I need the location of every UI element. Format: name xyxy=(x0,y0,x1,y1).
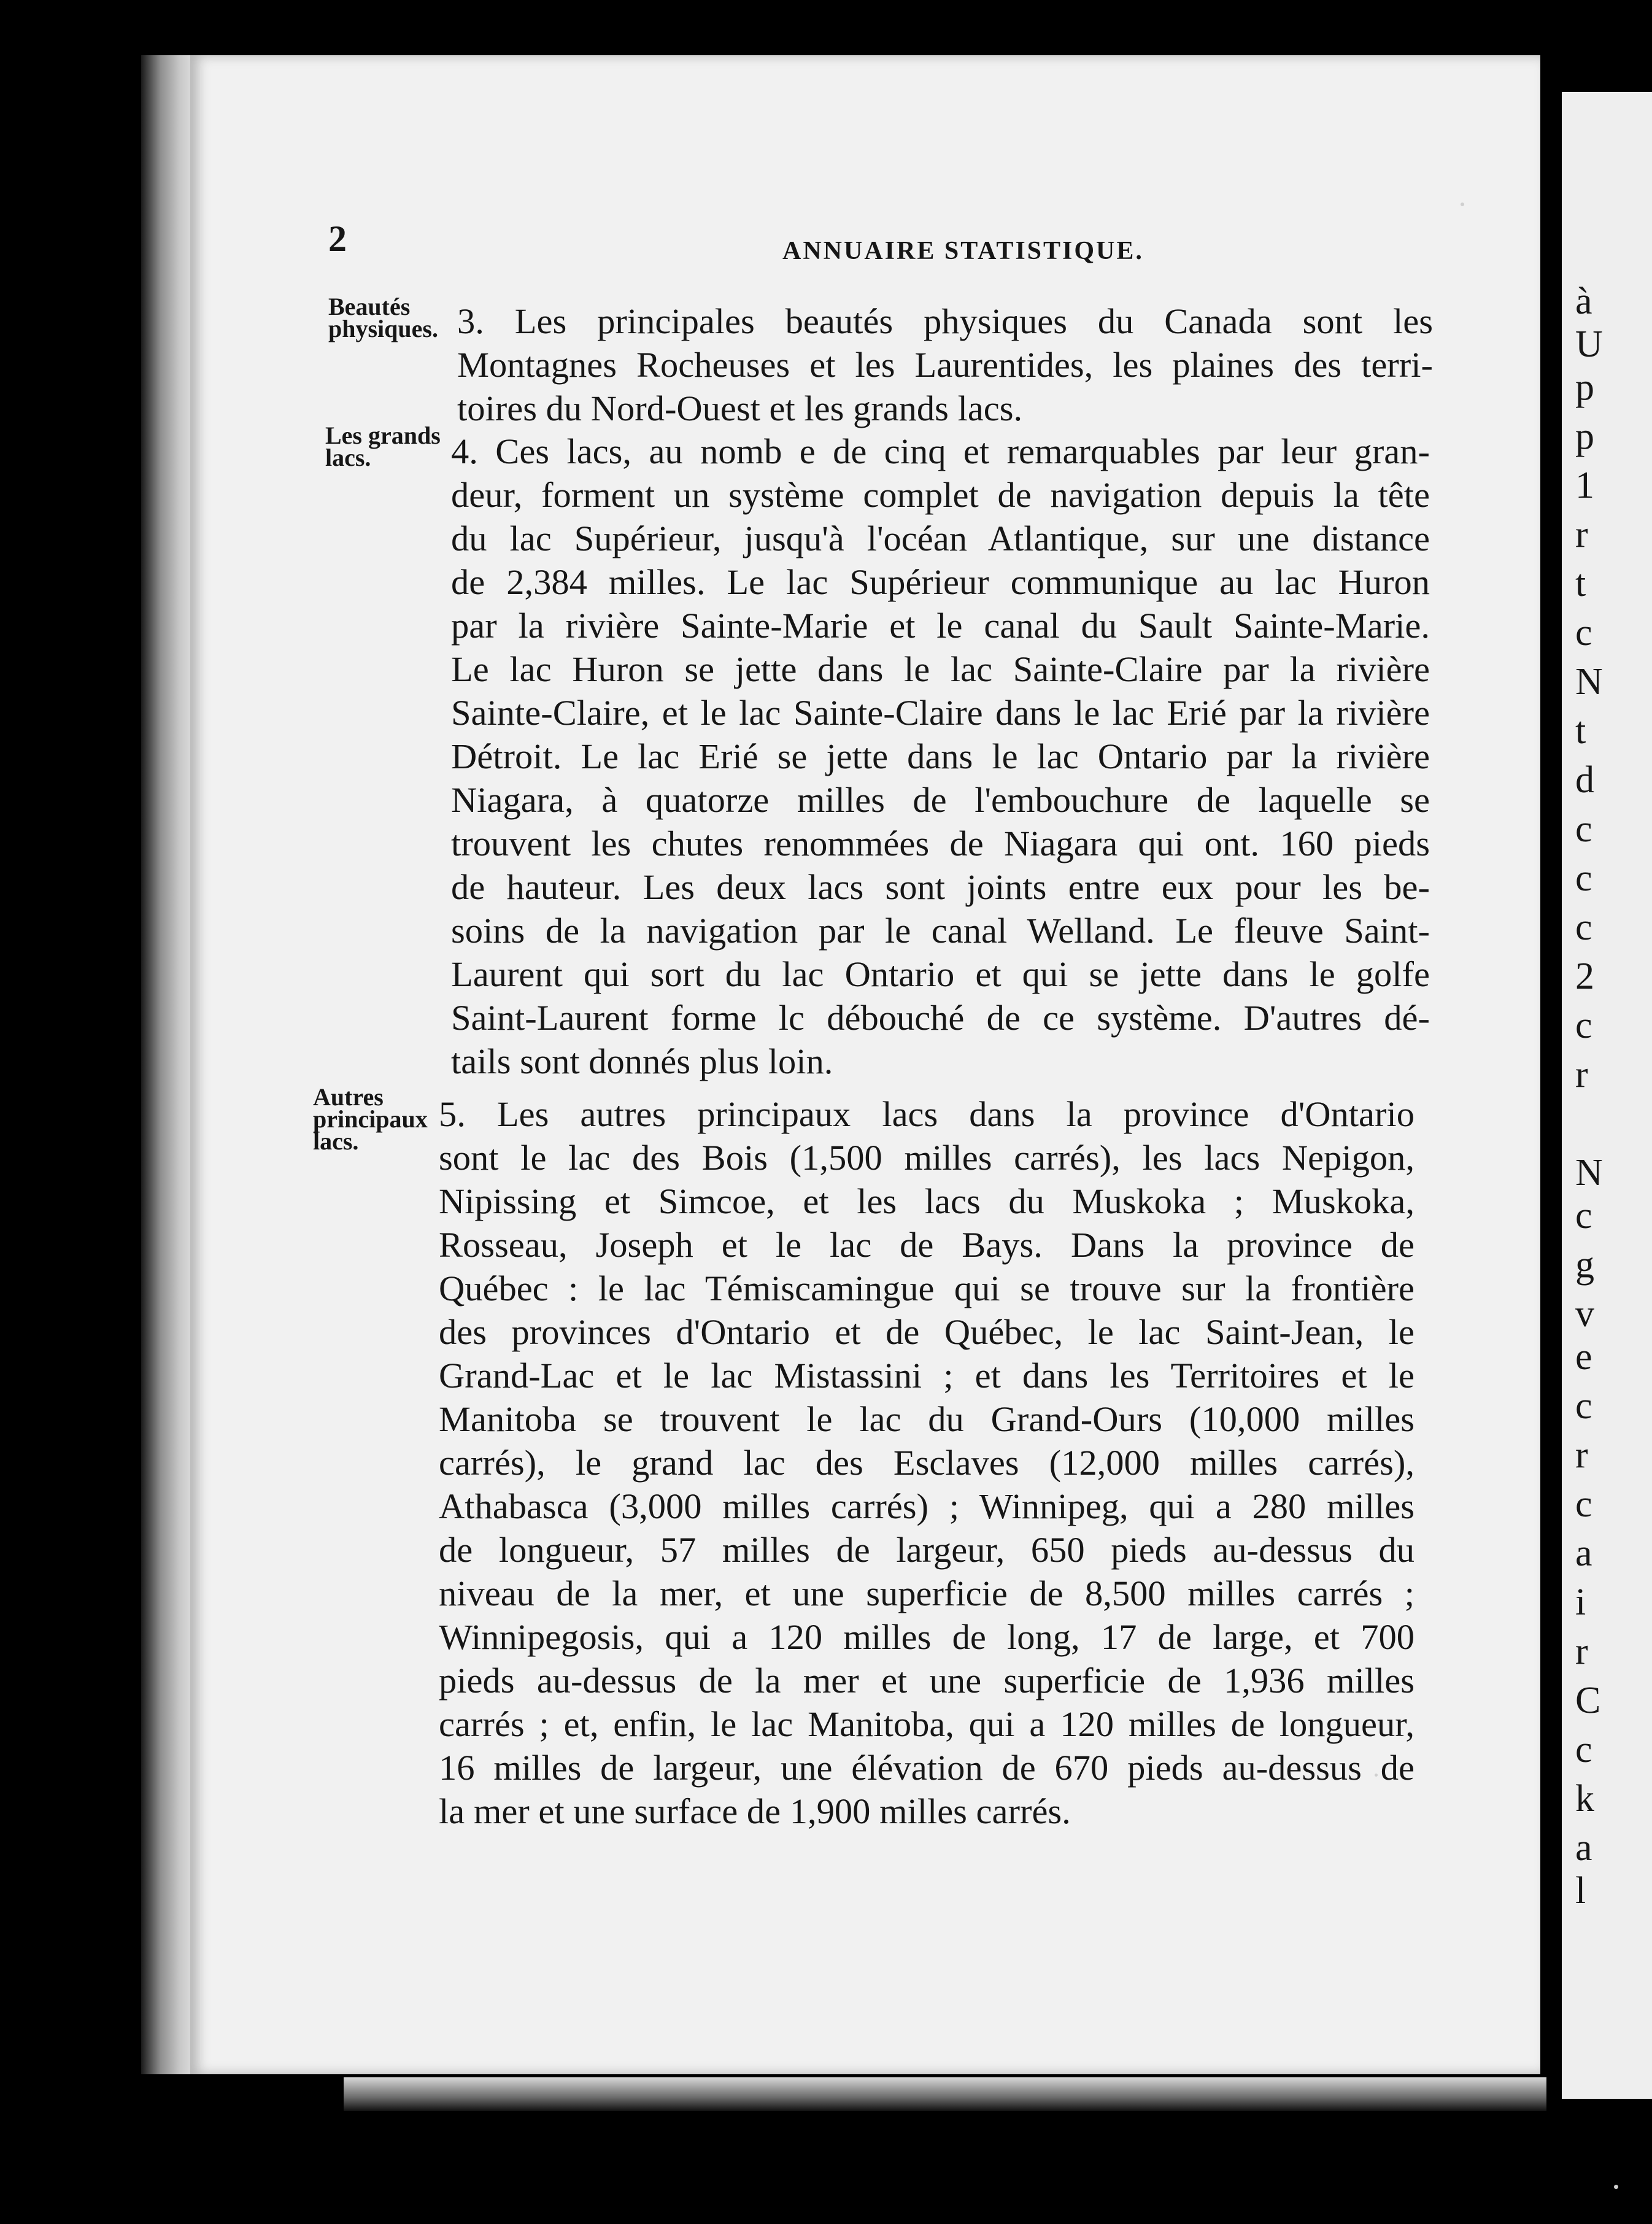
adjacent-page-letter: a xyxy=(1575,1532,1592,1574)
paragraph-5 xyxy=(439,1092,1415,1833)
adjacent-page-letter: à xyxy=(1575,280,1592,322)
text-line: Saint-Laurent forme lc débouché de ce système. D'autres dé- xyxy=(451,998,1430,1038)
text-line: de 2,384 milles. Le lac Supérieur communique au lac Huron xyxy=(451,562,1430,602)
text-line: de hauteur. Les deux lacs sont joints entre eux pour les be- xyxy=(451,867,1430,907)
adjacent-page-letter: p xyxy=(1575,366,1594,408)
text-line: 5. Les autres principaux lacs dans la province d'Ontario xyxy=(439,1094,1415,1134)
adjacent-page-letter: c xyxy=(1575,808,1592,850)
adjacent-page-letter: r xyxy=(1575,1434,1588,1476)
adjacent-page-letter: i xyxy=(1575,1581,1586,1623)
adjacent-page-letter: r xyxy=(1575,514,1588,555)
text-line: 4. Ces lacs, au nomb e de cinq et remarquables par leur gran- xyxy=(451,431,1430,471)
adjacent-page-letter: p xyxy=(1575,415,1594,457)
paragraph-4 xyxy=(451,430,1430,1083)
text-line: du lac Supérieur, jusqu'à l'océan Atlantique, sur une distance xyxy=(451,519,1430,558)
adjacent-page-letter: v xyxy=(1575,1293,1594,1335)
adjacent-page-letter: C xyxy=(1575,1680,1601,1721)
text-line: Winnipegosis, qui a 120 milles de long, 17 de large, et 700 xyxy=(439,1617,1415,1657)
margin-note-beautes xyxy=(328,293,438,342)
adjacent-page-letter: c xyxy=(1575,1195,1592,1237)
adjacent-page-letter: g xyxy=(1575,1244,1594,1286)
adjacent-page-letter: c xyxy=(1575,906,1592,948)
text-line: Montagnes Rocheuses et les Laurentides, les plaines des terri- xyxy=(457,345,1433,385)
text-line: par la rivière Sainte-Marie et le canal du Sault Sainte-Marie. xyxy=(451,606,1430,646)
adjacent-page-letter: k xyxy=(1575,1778,1594,1820)
text-line: niveau de la mer, et une superficie de 8,500 milles carrés ; xyxy=(439,1573,1415,1613)
text-line: 3. Les principales beautés physiques du Canada sont les xyxy=(457,301,1433,341)
text-line: deur, forment un système complet de navigation depuis la tête xyxy=(451,475,1430,515)
adjacent-page-letter: c xyxy=(1575,1483,1592,1525)
margin-note-line: lacs. xyxy=(313,1127,359,1155)
text-line: Québec : le lac Témiscamingue qui se trouve sur la frontière xyxy=(439,1268,1415,1308)
text-line: Athabasca (3,000 milles carrés) ; Winnipeg, qui a 280 milles xyxy=(439,1486,1415,1526)
page-spine-edge xyxy=(141,55,196,2074)
running-head: ANNUAIRE STATISTIQUE. xyxy=(782,237,1144,265)
adjacent-page-letter: c xyxy=(1575,1385,1592,1427)
text-line: Manitoba se trouvent le lac du Grand-Ours (10,000 milles xyxy=(439,1399,1415,1439)
page-number: 2 xyxy=(328,218,347,259)
adjacent-page-letter: a xyxy=(1575,1827,1592,1869)
adjacent-page-letter: c xyxy=(1575,857,1592,899)
adjacent-page-fragment xyxy=(1562,92,1652,2099)
text-line: Sainte-Claire, et le lac Sainte-Claire dans le lac Erié par la rivière xyxy=(451,693,1430,733)
text-line: Rosseau, Joseph et le lac de Bays. Dans la province de xyxy=(439,1225,1415,1265)
adjacent-page-letter: r xyxy=(1575,1631,1588,1672)
adjacent-page-letter: 1 xyxy=(1575,465,1594,506)
text-line: Détroit. Le lac Erié se jette dans le lac Ontario par la rivière xyxy=(451,736,1430,776)
page-bottom-edge xyxy=(344,2077,1546,2111)
text-line: pieds au-dessus de la mer et une superficie de 1,936 milles xyxy=(439,1661,1415,1701)
text-line: toires du Nord-Ouest et les grands lacs. xyxy=(457,388,1023,428)
adjacent-page-letter: U xyxy=(1575,323,1603,365)
adjacent-page-letter: 2 xyxy=(1575,956,1594,997)
margin-note-line: principaux xyxy=(313,1105,428,1133)
text-line: des provinces d'Ontario et de Québec, le lac Saint-Jean, le xyxy=(439,1312,1415,1352)
adjacent-page-letter: l xyxy=(1575,1870,1586,1912)
adjacent-page-letter: N xyxy=(1575,1152,1603,1194)
adjacent-page-letter: c xyxy=(1575,1729,1592,1770)
margin-note-line: Les grands xyxy=(325,422,441,449)
paragraph-3 xyxy=(457,299,1433,430)
adjacent-page-letter: N xyxy=(1575,661,1603,703)
margin-note-autres-lacs xyxy=(313,1083,428,1155)
text-line: soins de la navigation par le canal Welland. Le fleuve Saint- xyxy=(451,911,1430,951)
margin-note-grands-lacs xyxy=(325,422,441,471)
text-line: carrés ; et, enfin, le lac Manitoba, qui a 120 milles de longueur, xyxy=(439,1704,1415,1744)
text-line: la mer et une surface de 1,900 milles carrés. xyxy=(439,1791,1071,1831)
adjacent-page-letter: t xyxy=(1575,563,1586,604)
scan-speck xyxy=(1614,2185,1618,2189)
adjacent-page-letter: t xyxy=(1575,710,1586,752)
text-line: Niagara, à quatorze milles de l'embouchure de laquelle se xyxy=(451,780,1430,820)
adjacent-page-letter: d xyxy=(1575,759,1594,801)
text-line: sont le lac des Bois (1,500 milles carrés), les lacs Nepigon, xyxy=(439,1138,1415,1178)
text-line: tails sont donnés plus loin. xyxy=(451,1041,833,1081)
margin-note-line: lacs. xyxy=(325,444,371,471)
text-line: carrés), le grand lac des Esclaves (12,000 milles carrés), xyxy=(439,1443,1415,1483)
adjacent-page-letter: r xyxy=(1575,1054,1588,1095)
text-line: trouvent les chutes renommées de Niagara qui ont. 160 pieds xyxy=(451,824,1430,863)
text-line: Grand-Lac et le lac Mistassini ; et dans les Territoires et le xyxy=(439,1356,1415,1396)
adjacent-page-letter: c xyxy=(1575,612,1592,654)
text-line: Nipissing et Simcoe, et les lacs du Muskoka ; Muskoka, xyxy=(439,1181,1415,1221)
margin-note-line: Autres xyxy=(313,1083,384,1111)
text-line: de longueur, 57 milles de largeur, 650 pieds au-dessus du xyxy=(439,1530,1415,1570)
adjacent-page-letter: e xyxy=(1575,1336,1592,1378)
adjacent-page-letter: c xyxy=(1575,1005,1592,1046)
text-line: Laurent qui sort du lac Ontario et qui se jette dans le golfe xyxy=(451,954,1430,994)
margin-note-line: Beautés xyxy=(328,293,411,320)
scan-speck xyxy=(1461,203,1464,206)
text-line: Le lac Huron se jette dans le lac Sainte-Claire par la rivière xyxy=(451,649,1430,689)
text-line: 16 milles de largeur, une élévation de 670 pieds au-dessus de xyxy=(439,1748,1415,1788)
margin-note-line: physiques. xyxy=(328,315,438,342)
